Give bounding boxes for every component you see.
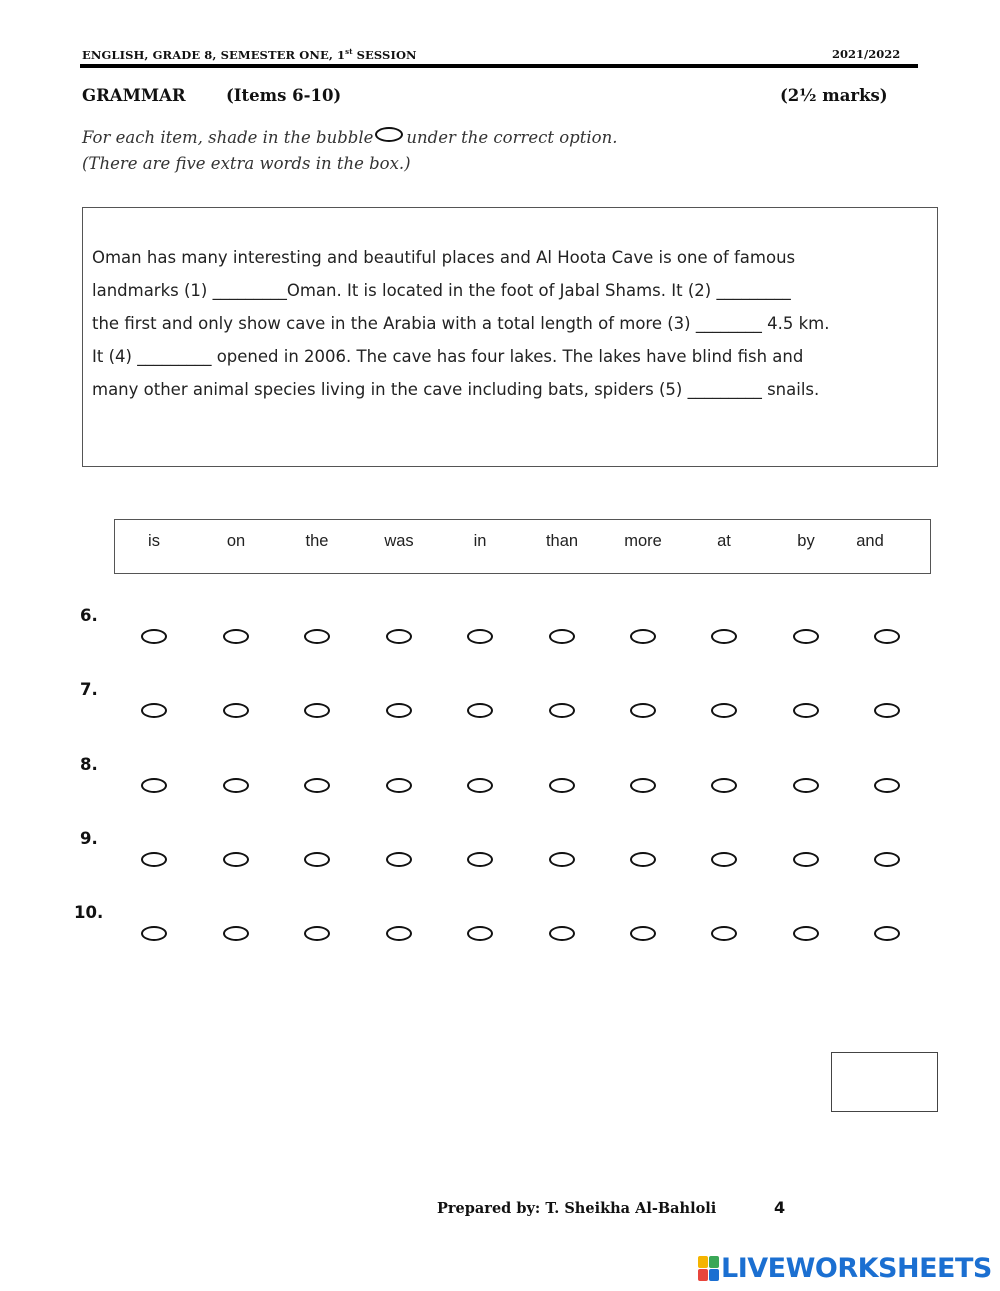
word-option: and [856, 532, 884, 550]
answer-bubble[interactable] [874, 703, 900, 718]
header-year: 2021/2022 [832, 47, 901, 61]
passage-box [82, 207, 938, 467]
answer-bubble[interactable] [630, 778, 656, 793]
answer-bubble[interactable] [223, 926, 249, 941]
answer-bubble[interactable] [223, 629, 249, 644]
answer-bubble[interactable] [793, 926, 819, 941]
question-number: 6. [80, 606, 98, 625]
score-box[interactable] [831, 1052, 938, 1112]
answer-bubble[interactable] [711, 629, 737, 644]
header-divider [80, 64, 918, 68]
word-option: by [797, 532, 815, 550]
answer-bubble[interactable] [141, 703, 167, 718]
answer-bubble[interactable] [793, 703, 819, 718]
answer-bubble[interactable] [711, 778, 737, 793]
answer-bubble[interactable] [711, 852, 737, 867]
answer-bubble[interactable] [711, 926, 737, 941]
answer-bubble[interactable] [874, 629, 900, 644]
answer-bubble[interactable] [630, 629, 656, 644]
answer-bubble[interactable] [793, 852, 819, 867]
answer-bubble[interactable] [386, 778, 412, 793]
instruction-line-2: (There are five extra words in the box.) [82, 154, 411, 173]
logo-mark-icon [698, 1256, 719, 1281]
question-number: 7. [80, 680, 98, 699]
answer-bubble[interactable] [304, 629, 330, 644]
answer-bubble[interactable] [141, 778, 167, 793]
word-option: at [717, 532, 731, 550]
answer-bubble[interactable] [304, 852, 330, 867]
word-option: than [545, 532, 579, 550]
passage-line: Oman has many interesting and beautiful places and Al Hoota Cave is one of famous [92, 248, 796, 267]
answer-bubble[interactable] [467, 703, 493, 718]
answer-bubble[interactable] [223, 778, 249, 793]
prepared-by: Prepared by: T. Sheikha Al-Bahloli [437, 1200, 717, 1217]
answer-bubble[interactable] [386, 629, 412, 644]
answer-bubble[interactable] [630, 852, 656, 867]
answer-bubble[interactable] [874, 852, 900, 867]
answer-bubble[interactable] [549, 778, 575, 793]
bubble-example-icon [375, 127, 403, 142]
word-option: on [226, 532, 246, 550]
logo-tile [698, 1269, 708, 1281]
answer-bubble[interactable] [549, 703, 575, 718]
section-items: (Items 6-10) [226, 86, 342, 105]
passage-line: It (4) _________ opened in 2006. The cave has four lakes. The lakes have blind fish and [92, 347, 804, 366]
section-marks: (2½ marks) [780, 86, 888, 105]
question-number: 10. [74, 903, 104, 922]
answer-bubble[interactable] [304, 926, 330, 941]
passage-line: the first and only show cave in the Arabia with a total length of more (3) ________ 4.5 km. [92, 314, 830, 333]
word-option: in [473, 532, 487, 550]
answer-bubble[interactable] [793, 629, 819, 644]
answer-bubble[interactable] [304, 778, 330, 793]
answer-bubble[interactable] [874, 778, 900, 793]
question-number: 9. [80, 829, 98, 848]
page-number: 4 [774, 1198, 786, 1217]
answer-bubble[interactable] [223, 703, 249, 718]
answer-bubble[interactable] [874, 926, 900, 941]
passage-line: landmarks (1) _________Oman. It is located in the foot of Jabal Shams. It (2) _________ [92, 281, 791, 300]
question-number: 8. [80, 755, 98, 774]
answer-bubble[interactable] [386, 852, 412, 867]
answer-bubble[interactable] [467, 629, 493, 644]
liveworksheets-logo[interactable] [698, 1253, 992, 1284]
logo-text: LIVEWORKSHEETS [721, 1253, 992, 1284]
word-option: the [305, 532, 329, 550]
answer-bubble[interactable] [223, 852, 249, 867]
answer-bubble[interactable] [793, 778, 819, 793]
logo-tile [698, 1256, 708, 1268]
answer-bubble[interactable] [467, 778, 493, 793]
word-option: is [148, 532, 160, 550]
section-title: GRAMMAR [82, 86, 186, 105]
answer-bubble[interactable] [549, 852, 575, 867]
answer-bubble[interactable] [141, 629, 167, 644]
answer-bubble[interactable] [630, 703, 656, 718]
answer-bubble[interactable] [467, 926, 493, 941]
logo-tile [709, 1269, 719, 1281]
answer-bubble[interactable] [141, 852, 167, 867]
answer-bubble[interactable] [141, 926, 167, 941]
passage-line: many other animal species living in the cave including bats, spiders (5) _________ snails. [92, 380, 820, 399]
instruction-line-1: For each item, shade in the bubble under the correct option. [82, 128, 618, 147]
word-option: more [624, 532, 662, 550]
answer-bubble[interactable] [386, 703, 412, 718]
passage-text [92, 241, 932, 406]
answer-bubble[interactable] [304, 703, 330, 718]
answer-bubble[interactable] [549, 926, 575, 941]
answer-bubble[interactable] [549, 629, 575, 644]
answer-bubble[interactable] [711, 703, 737, 718]
answer-bubble[interactable] [630, 926, 656, 941]
logo-tile [709, 1256, 719, 1268]
header-course-info: ENGLISH, GRADE 8, SEMESTER ONE, 1st SESSION [82, 47, 417, 62]
word-option: was [384, 532, 414, 550]
answer-bubble[interactable] [386, 926, 412, 941]
answer-bubble[interactable] [467, 852, 493, 867]
